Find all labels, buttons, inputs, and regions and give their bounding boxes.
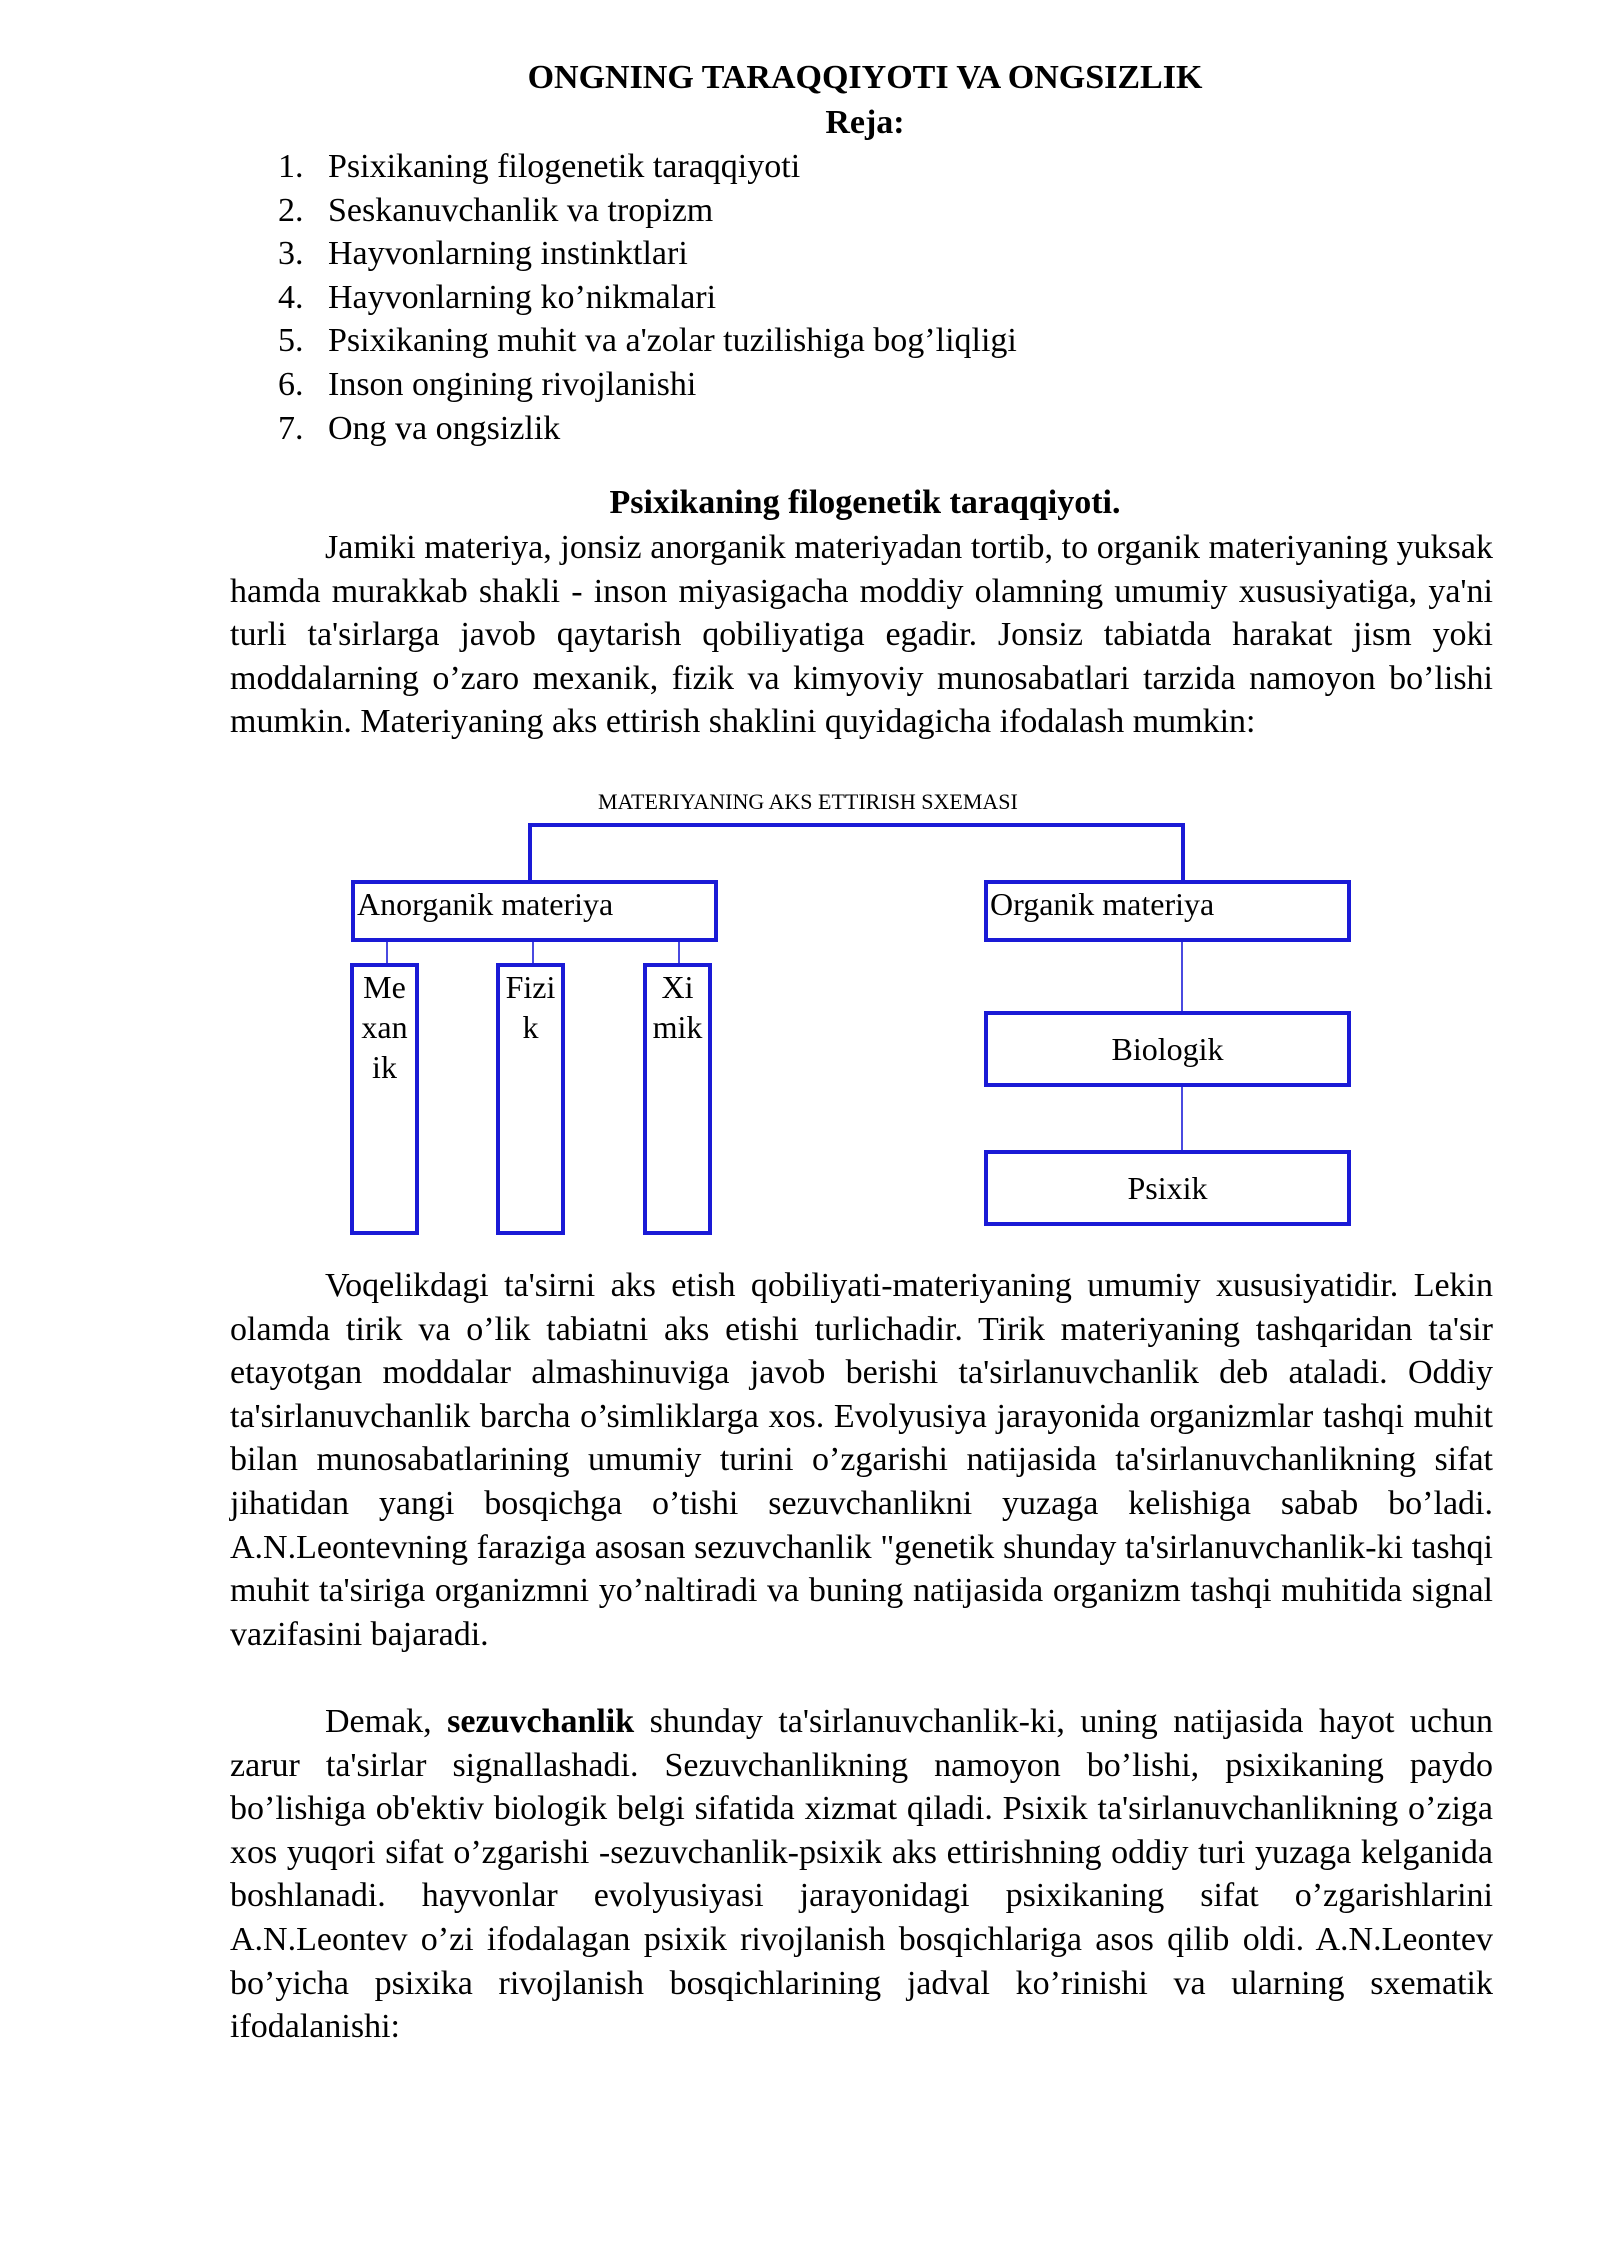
plan-item-number: 2. <box>278 191 304 229</box>
plan-item-number: 1. <box>278 148 304 185</box>
plan-item-text: Ong va ongsizlik <box>328 409 561 447</box>
chemical-box <box>643 963 712 1235</box>
connector-line <box>528 823 532 881</box>
connector-line <box>1181 823 1185 881</box>
chemical-label-line: Xi <box>661 969 694 1005</box>
mechanical-box <box>350 963 419 1235</box>
plan-item-text: Inson ongining rivojlanishi <box>328 365 697 403</box>
plan-item-number: 3. <box>278 235 304 273</box>
anorganic-matter-box: Anorganik materiya <box>351 880 718 942</box>
plan-item-number: 5. <box>278 322 304 360</box>
biological-box: Biologik <box>984 1011 1351 1087</box>
connector-line <box>386 942 388 963</box>
plan-item-number: 7. <box>278 409 304 447</box>
plan-item <box>278 276 1017 320</box>
organic-matter-box: Organik materiya <box>984 880 1351 942</box>
plan-item <box>278 232 1017 276</box>
connector-line <box>1181 1087 1183 1150</box>
diagram-title: MATERIYANING AKS ETTIRISH SXEMASI <box>598 789 1018 814</box>
plan-item-text: Psixikaning muhit va a'zolar tuzilishiga bog’liqligi <box>328 322 1017 360</box>
paragraph-sensitivity <box>230 1700 1493 2049</box>
plan-item <box>278 407 1017 451</box>
mechanical-label-line: Me <box>363 969 406 1005</box>
connector-line <box>1181 942 1183 1011</box>
paragraph-intro: Jamiki materiya, jonsiz anorganik materiyadan tortib, to organik materiyaning yuksak hamda murakkab shakli - inson miyasigacha moddiy olamning umumiy xususiyatiga, ya'ni turli ta'sirlarga javob qaytarish qobiliyatiga egadir. Jonsiz tabiatda harakat jism yoki moddalarning o’zaro mexanik, fizik va kimyoviy munosabatlari tarzida namoyon bo’lishi mumkin. Materiyaning aks ettirish shaklini quyidagicha ifodalash mumkin: <box>230 529 1493 741</box>
physical-label-line: k <box>522 1009 539 1045</box>
plan-item-number: 4. <box>278 278 304 316</box>
plan-item <box>278 145 1017 189</box>
connector-line <box>532 942 534 963</box>
plan-item-text: Seskanuvchanlik va tropizm <box>328 191 714 229</box>
plan-item <box>278 319 1017 363</box>
plan-item-text: Psixikaning filogenetik taraqqiyoti <box>328 148 801 185</box>
connector-line <box>528 823 1185 827</box>
plan-item-text: Hayvonlarning instinktlari <box>328 235 688 273</box>
paragraph-text: shunday ta'sirlanuvchanlik-ki, uning natijasida hayot uchun zarur ta'sirlar signallashadi. Sezuvchanlikning namoyon bo’lishi, psixikaning paydo bo’lishiga ob'ektiv biologik belgi sifatida xizmat qiladi. Psixik ta'sirlanuvchanlikning o’ziga xos yuqori sifat o’zgarishi -sezuvchanlik-psixik aks ettirishning oddiy turi yuzaga kelganida boshlanadi. hayvonlar evolyusiyasi jarayonidagi psixikaning sifat o’zgarishlarini A.N.Leontev o’zi ifodalagan psixik rivojlanish bosqichlariga asos qilib oldi. A.N.Leontev bo’yicha psixika rivojlanish bosqichlarining jadval ko’rinishi va ularning sxematik ifodalanishi: <box>230 1703 1493 2046</box>
psychic-box: Psixik <box>984 1150 1351 1226</box>
physical-label-line: Fizi <box>505 969 556 1005</box>
plan-item <box>278 363 1017 407</box>
mechanical-label-line: xan <box>361 1009 408 1045</box>
chemical-label-line: mik <box>652 1009 703 1045</box>
paragraph-reflection: Voqelikdagi ta'sirni aks etish qobiliyati-materiyaning umumiy xususiyatidir. Lekin olamda tirik va o’lik tabiatni aks etishi turlichadir. Tirik materiyaning tashqaridan ta'sir etayotgan moddalar almashinuviga javob berishi ta'sirlanuvchanlik deb ataladi. Oddiy ta'sirlanuvchanlik barcha o’simliklarga xos. Evolyusiya jarayonida organizmlar tashqi muhit bilan munosabatlarining umumiy turini o’zgarishi natijasida ta'sirlanuvchanlikning sifat jihatidan yangi bosqichga o’tishi sezuvchanlikni yuzaga kelishiga sabab bo’ladi. A.N.Leontevning faraziga asosan sezuvchanlik "genetik shunday ta'sirlanuvchanlik-ki tashqi muhit ta'siriga organizmni yo’naltiradi va buning natijasida organizm tashqi muhitida signal vazifasini bajaradi. <box>230 1267 1493 1653</box>
paragraph-text: Demak, <box>325 1703 448 1740</box>
document-title: ONGNING TARAQQIYOTI VA ONGSIZLIK <box>527 59 1203 96</box>
plan-heading: Reja: <box>825 104 905 141</box>
physical-box <box>496 963 565 1235</box>
section-title: Psixikaning filogenetik taraqqiyoti. <box>609 484 1121 521</box>
bold-term: sezuvchanlik <box>447 1703 635 1740</box>
plan-item <box>278 189 1017 233</box>
plan-item-text: Hayvonlarning ko’nikmalari <box>328 278 717 316</box>
plan-list <box>278 145 1017 450</box>
connector-line <box>678 942 680 963</box>
plan-item-number: 6. <box>278 365 304 403</box>
mechanical-label-line: ik <box>372 1049 397 1085</box>
